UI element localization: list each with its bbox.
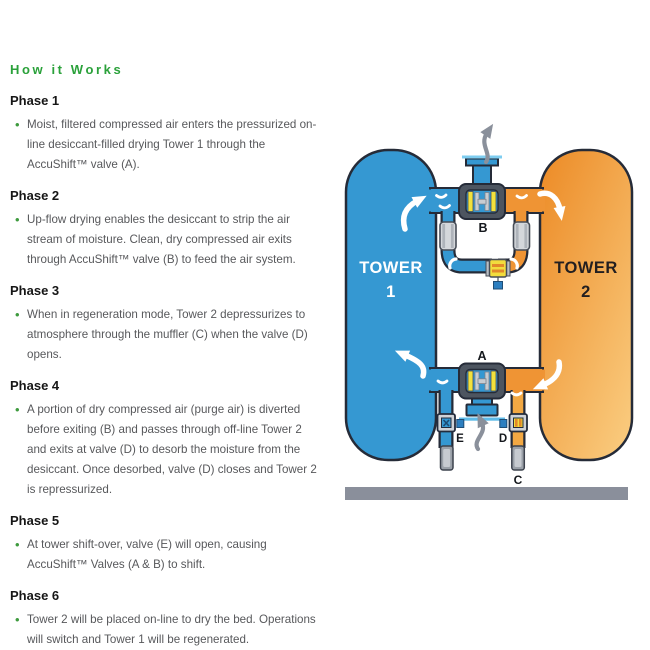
bullet-icon: • [15, 537, 20, 552]
phase-6-text: Tower 2 will be placed on-line to dry the bed. Operations will switch and Tower 1 will be regenerated. [27, 613, 316, 646]
phase-4-text: A portion of dry compressed air (purge air) is diverted before exiting (B) and passes through off-line Tower 2 and exits at valve (D) to desorb the moisture from the desiccant. Once desorbed, valve (D) closes and Tower 2 is repressurized. [27, 403, 317, 496]
valve-e [438, 414, 464, 432]
valve-b-label: B [478, 221, 488, 235]
phase-5-text: At tower shift-over, valve (E) will open, causing AccuShift™ Valves (A & B) to shift. [27, 538, 267, 571]
accushift-valve-b [459, 184, 505, 219]
bullet-icon: • [15, 307, 20, 322]
purge-valve [486, 260, 510, 290]
bullet-icon: • [15, 402, 20, 417]
check-valve-right [514, 222, 530, 250]
valve-a-label: A [477, 349, 487, 363]
valve-d [500, 414, 527, 432]
valve-e-label: E [456, 433, 464, 445]
air-inlet-arrow [477, 423, 483, 449]
phase-1-title: Phase 1 [10, 93, 60, 108]
tower-1-vessel [346, 150, 436, 460]
phase-4-title: Phase 4 [10, 378, 60, 393]
tower2-number: 2 [581, 283, 591, 301]
tower1-number: 1 [386, 283, 396, 301]
phase-3-title: Phase 3 [10, 283, 60, 298]
tower1-label: TOWER [359, 259, 423, 277]
tower2-label: TOWER [554, 259, 618, 277]
phase-5-title: Phase 5 [10, 513, 60, 528]
floor-bar [345, 487, 628, 500]
page-title: How it Works [10, 62, 124, 77]
phase-3-text: When in regeneration mode, Tower 2 depressurizes to atmosphere through the muffler (C) when the valve (D) opens. [27, 308, 308, 361]
phase-2-title: Phase 2 [10, 188, 60, 203]
accushift-valve-a [459, 364, 505, 399]
valve-d-label: D [498, 433, 508, 445]
muffler-left [441, 446, 454, 470]
muffler-c-label: C [513, 473, 523, 487]
bullet-icon: • [15, 117, 20, 132]
phase-6-title: Phase 6 [10, 588, 60, 603]
muffler-c [512, 446, 525, 470]
phase-2-text: Up-flow drying enables the desiccant to strip the air stream of moisture. Clean, dry compressed air exits through AccuShift™ valve (B) to feed the air system. [27, 213, 296, 266]
phase-6-bullet [10, 610, 332, 650]
phase-1-text: Moist, filtered compressed air enters the pressurized on-line desiccant-filled drying Tower 1 through the AccuShift™ valve (A). [27, 118, 317, 171]
bullet-icon: • [15, 612, 20, 627]
check-valve-left [440, 222, 456, 250]
bullet-icon: • [15, 212, 20, 227]
